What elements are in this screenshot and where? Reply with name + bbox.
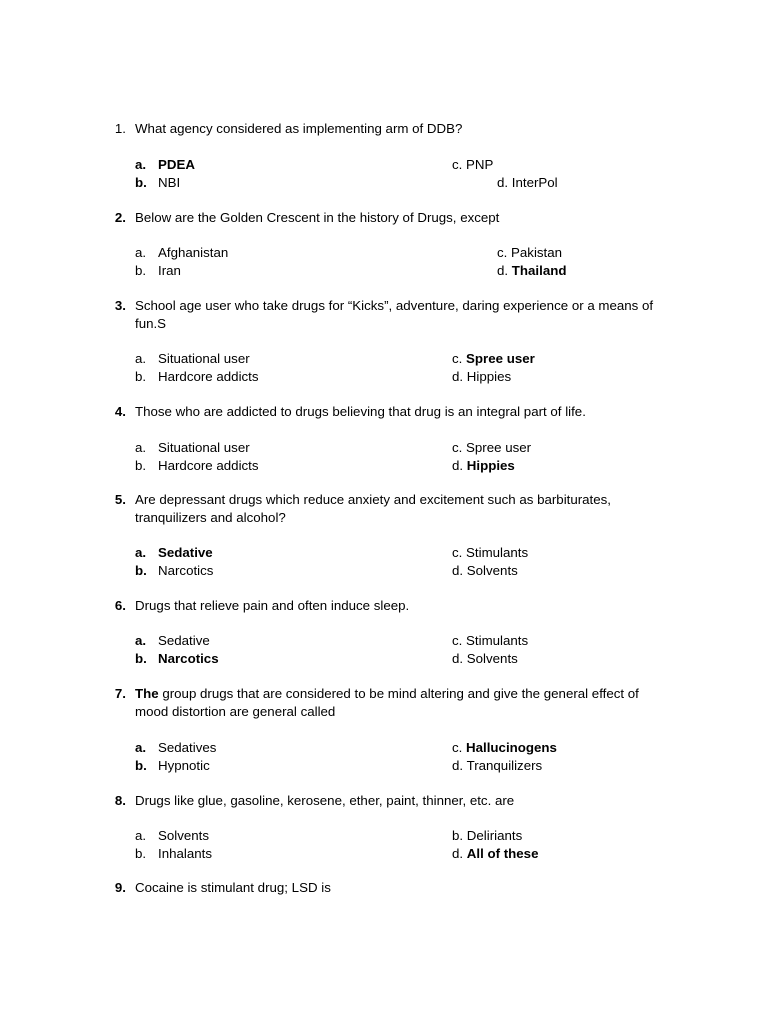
- options-row-2: [0, 650, 768, 668]
- option-text: Sedative: [158, 545, 213, 560]
- options-row-1: [0, 739, 768, 757]
- option-text: Narcotics: [158, 563, 214, 578]
- option-text: Stimulants: [466, 545, 529, 560]
- option-right: d. Tranquilizers: [452, 758, 543, 773]
- option-text: Solvents: [466, 651, 518, 666]
- question-text: Drugs like glue, gasoline, kerosene, ether, paint, thinner, etc. are: [135, 793, 515, 808]
- question-text: What agency considered as implementing arm of DDB?: [135, 121, 463, 136]
- option-text: Afghanistan: [158, 245, 229, 260]
- option-letter: b.: [135, 563, 147, 578]
- question-number: 8.: [114, 793, 126, 808]
- option-right: d. Thailand: [497, 263, 567, 278]
- option-text: Thailand: [511, 263, 567, 278]
- option-right: c. Stimulants: [452, 633, 529, 648]
- option-letter: b.: [135, 175, 147, 190]
- option-text: Solvents: [466, 563, 518, 578]
- question-number: 6.: [114, 598, 126, 613]
- option-letter: b.: [135, 458, 147, 473]
- question-text: Are depressant drugs which reduce anxiety and excitement such as barbiturates, tranquilizers and alcohol?: [135, 492, 611, 525]
- options-row-1: [0, 244, 768, 262]
- option-right: c. Pakistan: [497, 245, 563, 260]
- question-text: Below are the Golden Crescent in the history of Drugs, except: [135, 210, 500, 225]
- options-row-2: [0, 757, 768, 775]
- question-number: 7.: [114, 686, 126, 701]
- option-right: c. Spree user: [452, 351, 535, 366]
- options-row-2: [0, 562, 768, 580]
- option-text: Hippies: [466, 458, 515, 473]
- option-text: All of these: [466, 846, 539, 861]
- option-text: Situational user: [158, 351, 250, 366]
- option-text: Spree user: [466, 440, 532, 455]
- option-text: InterPol: [511, 175, 558, 190]
- question-text: Those who are addicted to drugs believing that drug is an integral part of life.: [135, 404, 586, 419]
- options-row-1: [0, 632, 768, 650]
- question-text: Drugs that relieve pain and often induce sleep.: [135, 598, 410, 613]
- options-row-1: [0, 544, 768, 562]
- option-letter: a.: [135, 633, 147, 648]
- options-row-1: [0, 827, 768, 845]
- option-text: Hallucinogens: [466, 740, 557, 755]
- option-right: b. Deliriants: [452, 828, 523, 843]
- option-letter: a.: [135, 828, 147, 843]
- options-row-2: [0, 457, 768, 475]
- options-row-1: [0, 439, 768, 457]
- question-number: 2.: [114, 210, 126, 225]
- option-letter: b.: [135, 758, 147, 773]
- option-text: Pakistan: [511, 245, 563, 260]
- option-right: c. Spree user: [452, 440, 532, 455]
- option-text: Tranquilizers: [466, 758, 543, 773]
- option-text: Iran: [158, 263, 181, 278]
- option-text: Narcotics: [158, 651, 219, 666]
- option-letter: b.: [135, 369, 147, 384]
- option-text: Hippies: [466, 369, 512, 384]
- question-text: Cocaine is stimulant drug; LSD is: [135, 880, 331, 895]
- question-number: 9.: [114, 880, 126, 895]
- option-right: d. InterPol: [497, 175, 558, 190]
- option-text: Inhalants: [158, 846, 212, 861]
- option-right: d. All of these: [452, 846, 539, 861]
- option-letter: a.: [135, 740, 147, 755]
- option-text: Hypnotic: [158, 758, 210, 773]
- option-right: c. PNP: [452, 157, 494, 172]
- option-text: Hardcore addicts: [158, 458, 259, 473]
- option-right: d. Solvents: [452, 563, 518, 578]
- option-text: Sedatives: [158, 740, 217, 755]
- option-letter: a.: [135, 157, 147, 172]
- option-text: Hardcore addicts: [158, 369, 259, 384]
- question-text: The group drugs that are considered to be mind altering and give the general effect of mood distortion are general called: [135, 686, 639, 719]
- option-letter: b.: [135, 846, 147, 861]
- option-text: PDEA: [158, 157, 195, 172]
- option-letter: b.: [135, 651, 147, 666]
- option-right: c. Hallucinogens: [452, 740, 557, 755]
- option-letter: a.: [135, 351, 147, 366]
- options-row-2: [0, 368, 768, 386]
- option-letter: b.: [135, 263, 147, 278]
- question-number: 4.: [114, 404, 126, 419]
- option-right: d. Solvents: [452, 651, 518, 666]
- options-row-2: [0, 174, 768, 192]
- option-letter: a.: [135, 545, 147, 560]
- option-text: Situational user: [158, 440, 250, 455]
- option-letter: a.: [135, 245, 147, 260]
- question-number: 5.: [114, 492, 126, 507]
- option-right: c. Stimulants: [452, 545, 529, 560]
- question-number: 3.: [114, 298, 126, 313]
- option-text: PNP: [466, 157, 494, 172]
- options-row-2: [0, 262, 768, 280]
- question-text: School age user who take drugs for “Kicks”, adventure, daring experience or a means of fun.S: [135, 298, 654, 331]
- options-row-1: [0, 350, 768, 368]
- option-text: Stimulants: [466, 633, 529, 648]
- options-row-1: [0, 156, 768, 174]
- option-letter: a.: [135, 440, 147, 455]
- question-number: 1.: [114, 121, 126, 136]
- option-text: Solvents: [158, 828, 209, 843]
- option-text: Spree user: [466, 351, 535, 366]
- option-text: Deliriants: [466, 828, 523, 843]
- option-text: Sedative: [158, 633, 210, 648]
- options-row-2: [0, 845, 768, 863]
- option-text: NBI: [158, 175, 181, 190]
- option-right: d. Hippies: [452, 369, 512, 384]
- option-right: d. Hippies: [452, 458, 515, 473]
